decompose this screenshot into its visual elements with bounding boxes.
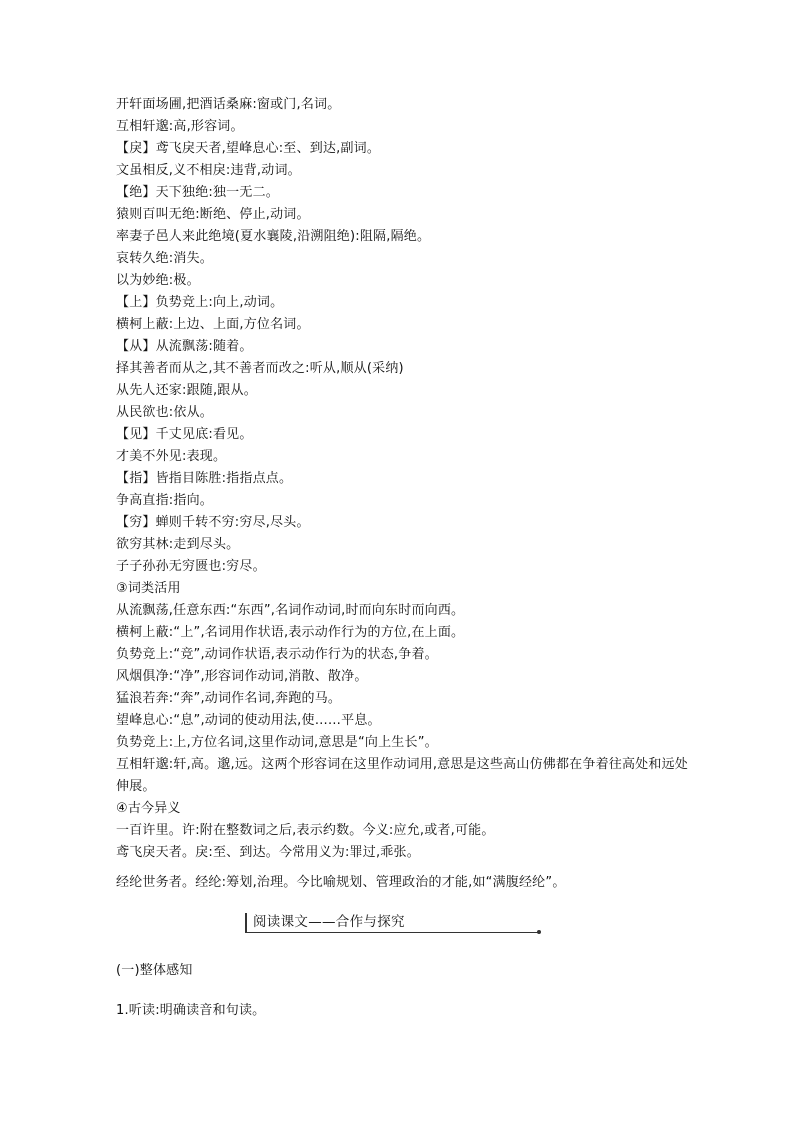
text-line: 从民欲也:依从。 (116, 405, 213, 420)
list-item: 1.听读:明确读音和句读。 (116, 1003, 266, 1018)
text-line: 【绝】天下独绝:独一无二。 (116, 185, 279, 200)
text-line: 【戾】鸢飞戾天者,望峰息心:至、到达,副词。 (116, 141, 381, 156)
text-line: 开轩面场圃,把酒话桑麻:窗或门,名词。 (116, 97, 341, 112)
text-line: 【指】皆指目陈胜:指指点点。 (116, 471, 293, 486)
text-line: 互相轩邈:高,形容词。 (116, 119, 244, 134)
body-text (116, 94, 696, 894)
banner-underline (245, 932, 539, 933)
text-line: 欲穷其林:走到尽头。 (116, 537, 240, 552)
text-line: 文虽相反,义不相戾:违背,动词。 (116, 163, 301, 178)
text-line: 鸢飞戾天者。戾:至、到达。今常用义为:罪过,乖张。 (116, 845, 420, 860)
text-line: 以为妙绝:极。 (116, 273, 200, 288)
text-line: 【从】从流飘荡:随着。 (116, 339, 253, 354)
section-heading: ③词类活用 (116, 581, 181, 596)
text-line: 子子孙孙无穷匮也:穷尽。 (116, 559, 266, 574)
section-banner (245, 911, 541, 933)
text-line: 经纶世务者。经纶:筹划,治理。今比喻规划、管理政治的才能,如“满腹经纶”。 (116, 875, 566, 890)
text-line: 风烟俱净:“净”,形容词作动词,消散、散净。 (116, 669, 368, 684)
text-line: 望峰息心:“息”,动词的使动用法,使……平息。 (116, 713, 381, 728)
text-line: 争高直指:指向。 (116, 493, 213, 508)
text-line: 负势竞上:上,方位名词,这里作动词,意思是“向上生长”。 (116, 735, 438, 750)
text-line: 负势竞上:“竞”,动词作状语,表示动作行为的状态,争着。 (116, 647, 438, 662)
section-heading: ④古今异义 (116, 801, 181, 816)
text-line: 从先人还家:跟随,跟从。 (116, 383, 257, 398)
text-line: 一百许里。许:附在整数词之后,表示约数。今义:应允,或者,可能。 (116, 823, 495, 838)
section-title: 阅读课文——合作与探究 (253, 914, 405, 930)
text-line: 猛浪若奔:“奔”,动词作名词,奔跑的马。 (116, 691, 342, 706)
text-line: 【穷】蝉则千转不穷:穷尽,尽头。 (116, 515, 310, 530)
text-line: 横柯上蔽:“上”,名词用作状语,表示动作行为的方位,在上面。 (116, 625, 465, 640)
text-line: 率妻子邑人来此绝境(夏水襄陵,沿溯阻绝):阻隔,隔绝。 (116, 229, 431, 244)
text-line: 才美不外见:表现。 (116, 449, 227, 464)
text-line: 横柯上蔽:上边、上面,方位名词。 (116, 317, 310, 332)
text-line: 猿则百叫无绝:断绝、停止,动词。 (116, 207, 310, 222)
text-paragraph: 互相轩邈:轩,高。邈,远。这两个形容词在这里作动词用,意思是这些高山仿佛都在争着往高处和远处伸展。 (116, 757, 688, 794)
banner-dot-icon (537, 930, 541, 934)
text-line: 【见】千丈见底:看见。 (116, 427, 253, 442)
text-line: 择其善者而从之,其不善者而改之:听从,顺从(采纳) (116, 361, 404, 376)
text-line: 【上】负势竞上:向上,动词。 (116, 295, 284, 310)
text-line: 哀转久绝:消失。 (116, 251, 213, 266)
text-line: 从流飘荡,任意东西:“东西”,名词作动词,时而向东时而向西。 (116, 603, 465, 618)
reading-section (116, 960, 696, 1022)
subheading: (一)整体感知 (116, 963, 193, 978)
banner-left-bar (245, 913, 247, 933)
